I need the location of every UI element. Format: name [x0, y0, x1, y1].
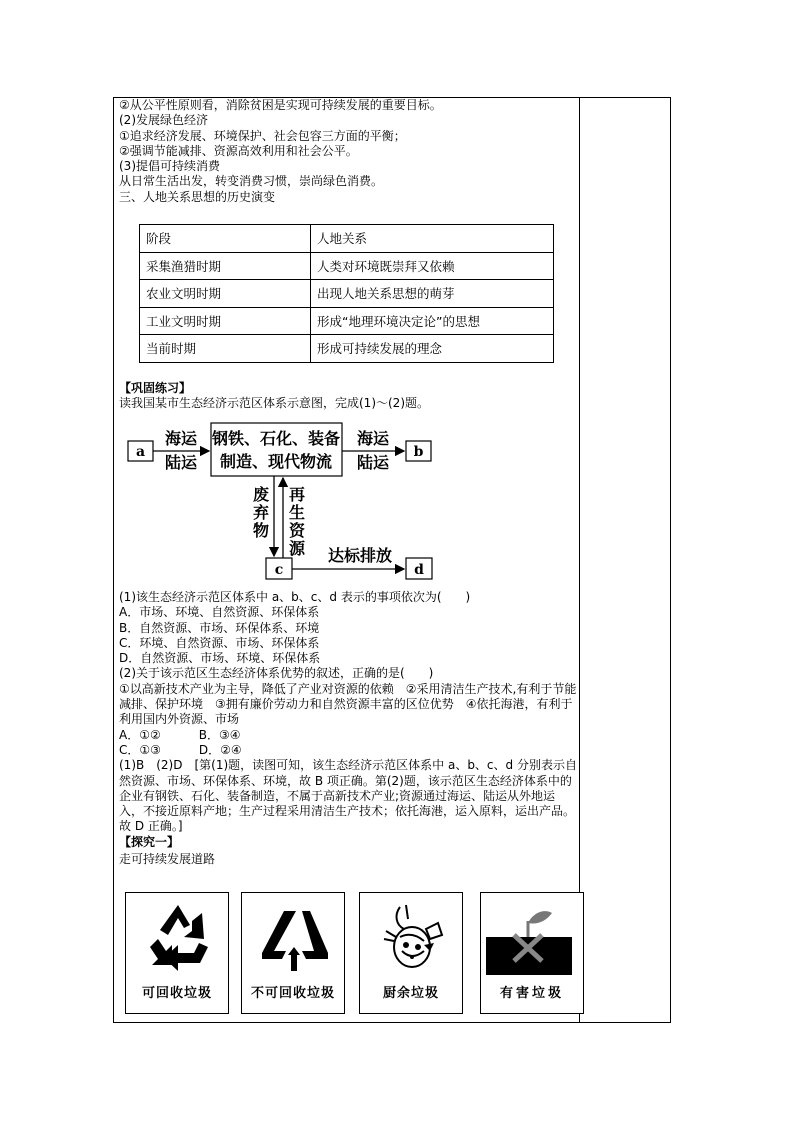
arrow-label: 海运 [164, 429, 198, 448]
practice-intro: 读我国某市生态经济示范区体系示意图，完成(1)～(2)题。 [119, 396, 429, 411]
options-row [119, 728, 579, 743]
hazardous-waste-icon [486, 899, 572, 977]
option: D．自然资源、市场、环境、环保体系 [119, 651, 321, 666]
non-recyclable-icon [254, 901, 334, 976]
explore-subtitle: 走可持续发展道路 [119, 852, 216, 867]
arrow-label: 海运 [356, 429, 390, 448]
option: A．①② [119, 727, 161, 742]
option: B．自然资源、市场、环保体系、环境 [119, 620, 320, 635]
vertical-label-char: 再 [288, 485, 306, 504]
option: C．①③ [119, 742, 161, 757]
recycle-icon [138, 901, 218, 976]
table-cell: 当前时期 [140, 335, 311, 363]
table-row [140, 280, 554, 308]
options-row [119, 743, 579, 758]
intro-text [119, 98, 577, 205]
table-cell: 人类对环境既崇拜又依赖 [311, 252, 554, 280]
bin-card-recyclable [125, 892, 229, 1014]
box-d-label: d [414, 562, 424, 578]
box-a-label: a [135, 444, 146, 460]
eco-system-diagram [124, 420, 444, 585]
table-row [140, 335, 554, 363]
answer-explanation: (1)B (2)D [第(1)题，读图可知，该生态经济示范区体系中 a、b、c、d 分别表示自然资源、市场、环保体系、环境，故 B 项正确。第(2)题，该示范区生态经济体系中的企业有钢铁、石化、装备制造，不属于高新技术产业;资源通过海运、陆运从外地运入，不接近原料产地；生产过程采用清洁生产技术；依托海港，运入原料，运出产品。故 D 正确。] [119, 758, 577, 834]
question-2-statements: ①以高新技术产业为主导，降低了产业对资源的依赖 ②采用清洁生产技术,有利于节能减排、保护环境 ③拥有廉价劳动力和自然资源丰富的区位优势 ④依托海港，有利于利用国内外资源、市场 [119, 681, 577, 727]
vertical-label-char: 弃 [252, 503, 270, 522]
table-header-row [140, 225, 554, 253]
box-c-label: c [274, 562, 284, 578]
table-cell: 形成“地理环境决定论”的思想 [311, 307, 554, 335]
header-cell: 阶段 [140, 225, 311, 253]
explore-heading: 【探究一】 [119, 834, 180, 849]
option: B．③④ [198, 727, 241, 742]
option: D．②④ [198, 742, 242, 757]
vertical-label-char: 物 [252, 521, 270, 540]
food-waste-icon [372, 901, 452, 976]
question-1: (1)该生态经济示范区体系中 a、b、c、d 表示的事项依次为( ) [119, 590, 471, 604]
industry-line: 制造、现代物流 [219, 452, 333, 471]
text-line: 从日常生活出发，转变消费习惯，崇尚绿色消费。 [119, 174, 384, 189]
stage-table [139, 224, 554, 363]
table-cell: 农业文明时期 [140, 280, 311, 308]
vertical-label-char: 废 [252, 485, 270, 504]
text-line: ②从公平性原则看，消除贫困是实现可持续发展的重要目标。 [119, 98, 442, 112]
vertical-label-char: 源 [288, 539, 306, 558]
vertical-label-char: 生 [288, 503, 306, 522]
table-row [140, 307, 554, 335]
table-cell: 形成可持续发展的理念 [311, 335, 554, 363]
industry-line: 钢铁、石化、装备 [211, 429, 341, 448]
text-line: ①追求经济发展、环境保护、社会包容三方面的平衡； [119, 128, 406, 143]
practice-section [119, 381, 579, 412]
bin-card-hazardous [480, 892, 584, 1014]
text-line: (3)提倡可持续消费 [119, 159, 220, 174]
table-cell: 采集渔猎时期 [140, 252, 311, 280]
bin-label: 有害垃圾 [499, 986, 564, 1001]
arrow-label: 达标排放 [327, 546, 393, 565]
arrow-label: 陆运 [356, 453, 390, 472]
question-2: (2)关于该示范区生态经济体系优势的叙述，正确的是( ) [119, 666, 434, 681]
box-b-label: b [413, 444, 424, 460]
arrow-label: 陆运 [164, 453, 198, 472]
table-cell: 工业文明时期 [140, 307, 311, 335]
bin-label: 可回收垃圾 [141, 986, 212, 1001]
table-row [140, 252, 554, 280]
text-line: ②强调节能减排、资源高效利用和社会公平。 [119, 143, 358, 158]
text-line: (2)发展绿色经济 [119, 113, 208, 128]
column-divider [579, 97, 580, 1023]
section-heading: 三、人地关系思想的历史演变 [119, 189, 276, 204]
questions-section [119, 590, 579, 867]
header-cell: 人地关系 [311, 225, 554, 253]
table-cell: 出现人地关系思想的萌芽 [311, 280, 554, 308]
bin-card-non-recyclable [241, 892, 345, 1014]
option: C．环境、自然资源、市场、环保体系 [119, 635, 320, 650]
waste-bins-row [125, 892, 580, 1022]
bin-label: 厨余垃圾 [382, 986, 439, 1001]
bin-label: 不可回收垃圾 [250, 986, 335, 1001]
vertical-label-char: 资 [288, 521, 306, 540]
practice-heading: 【巩固练习】 [119, 381, 192, 395]
bin-card-food-waste [359, 892, 463, 1014]
option: A．市场、环境、自然资源、环保体系 [119, 605, 320, 620]
